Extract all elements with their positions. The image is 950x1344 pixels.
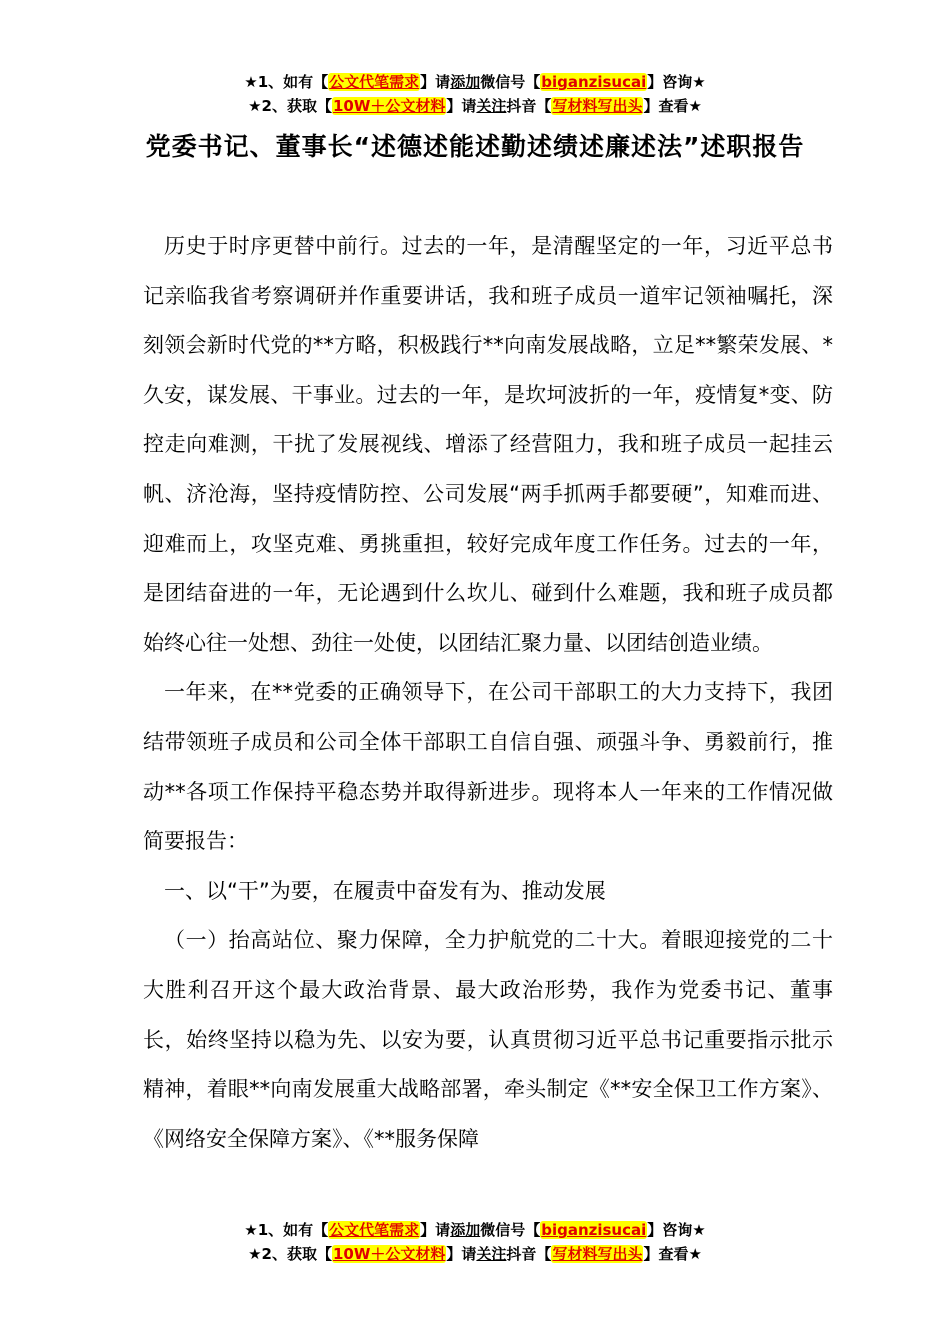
banner-text: 1、如有【	[257, 73, 329, 91]
bottom-banner	[0, 1218, 950, 1266]
banner-text: 微信号【	[480, 73, 541, 91]
star-icon: ★	[244, 73, 258, 91]
banner-text: 2、获取【	[261, 97, 332, 115]
star-icon: ★	[248, 1245, 262, 1263]
banner-underlined: 添加	[450, 73, 481, 91]
banner-highlight: 写材料写出头	[552, 97, 643, 115]
banner-underlined: 添加	[450, 1221, 481, 1239]
banner-text: 抖音【	[506, 97, 552, 115]
banner-text: 2、获取【	[261, 1245, 332, 1263]
banner-underlined: 关注	[476, 1245, 507, 1263]
banner-highlight: 10W＋公文材料	[332, 1245, 446, 1263]
banner-text: 】查看★	[643, 1245, 702, 1263]
banner-line-1	[0, 1218, 950, 1242]
banner-text: 】咨询★	[647, 1221, 706, 1239]
banner-text: 】请	[420, 73, 451, 91]
banner-highlight: 10W＋公文材料	[332, 97, 446, 115]
banner-line-2	[0, 94, 950, 118]
banner-line-1	[0, 70, 950, 94]
section-heading: 一、以“干”为要，在履责中奋发有为、推动发展	[164, 878, 606, 903]
document-body	[143, 222, 833, 1164]
banner-text: 】查看★	[643, 97, 702, 115]
banner-underlined: 关注	[476, 97, 507, 115]
banner-text: 1、如有【	[257, 1221, 329, 1239]
banner-highlight: 公文代笔需求	[329, 73, 420, 91]
star-icon: ★	[244, 1221, 258, 1239]
banner-text: 】请	[420, 1221, 451, 1239]
banner-highlight: biganzisucai	[541, 1221, 647, 1239]
banner-highlight: biganzisucai	[541, 73, 647, 91]
banner-text: 】请	[446, 1245, 477, 1263]
banner-line-2	[0, 1242, 950, 1266]
banner-text: 微信号【	[480, 1221, 541, 1239]
banner-highlight: 公文代笔需求	[329, 1221, 420, 1239]
banner-text: 】请	[446, 97, 477, 115]
document-title: 党委书记、董事长“述德述能述勤述绩述廉述法”述职报告	[145, 132, 805, 161]
banner-highlight: 写材料写出头	[552, 1245, 643, 1263]
banner-text: 】咨询★	[647, 73, 706, 91]
star-icon: ★	[248, 97, 262, 115]
banner-text: 抖音【	[506, 1245, 552, 1263]
paragraph: （一）抬高站位、聚力保障，全力护航党的二十大。着眼迎接党的二十大胜利召开这个最大政治背景、最大政治形势，我作为党委书记、董事长，始终坚持以稳为先、以安为要，认真贯彻习近平总书记重要指示批示精神，着眼**向南发展重大战略部署，牵头制定《**安全保卫工作方案》、《网络安全保障方案》、《**服务保障	[143, 928, 833, 1151]
top-banner	[0, 70, 950, 118]
paragraph: 一年来，在**党委的正确领导下，在公司干部职工的大力支持下，我团结带领班子成员和公司全体干部职工自信自强、顽强斗争、勇毅前行，推动**各项工作保持平稳态势并取得新进步。现将本人一年来的工作情况做简要报告：	[143, 680, 833, 854]
paragraph: 历史于时序更替中前行。过去的一年，是清醒坚定的一年，习近平总书记亲临我省考察调研并作重要讲话，我和班子成员一道牢记领袖嘱托，深刻领会新时代党的**方略，积极践行**向南发展战略，立足**繁荣发展、*久安，谋发展、干事业。过去的一年，是坎坷波折的一年，疫情复*变、防控走向难测，干扰了发展视线、增添了经营阻力，我和班子成员一起挂云帆、济沧海，坚持疫情防控、公司发展“两手抓两手都要硬”，知难而进、迎难而上，攻坚克难、勇挑重担，较好完成年度工作任务。过去的一年，是团结奋进的一年，无论遇到什么坎儿、碰到什么难题，我和班子成员都始终心往一处想、劲往一处使，以团结汇聚力量、以团结创造业绩。	[143, 234, 833, 655]
